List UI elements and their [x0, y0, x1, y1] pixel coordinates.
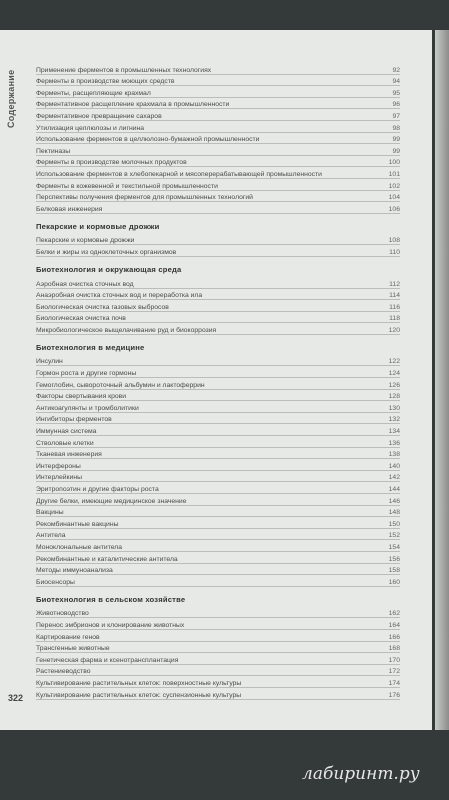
toc-entry	[36, 540, 400, 552]
toc-entry	[36, 312, 400, 324]
entry-page: 99	[392, 147, 400, 155]
page-number: 322	[8, 693, 24, 703]
entry-title: Анаэробная очистка сточных вод и переработка ила	[36, 292, 203, 300]
entry-title: Инсулин	[36, 358, 63, 366]
toc-entry	[36, 323, 400, 335]
toc-entry	[36, 653, 400, 665]
entry-page: 128	[388, 393, 400, 401]
toc-entry	[36, 482, 400, 494]
entry-title: Использование ферментов в целлюлозно-бумажной промышленности	[36, 136, 260, 144]
section-title: Пекарские и кормовые дрожжи	[36, 221, 160, 231]
entry-title: Ферменты в производстве молочных продуктов	[36, 159, 187, 167]
entry-title: Перспективы получения ферментов для промышленных технологий	[36, 194, 253, 202]
toc-entry	[36, 448, 400, 460]
entry-title: Моноклональные антитела	[36, 543, 123, 551]
entry-title: Трансгенные животные	[36, 645, 110, 653]
entry-title: Интерфероны	[36, 462, 81, 470]
section-title: Биотехнология в медицине	[36, 342, 145, 352]
entry-page: 160	[388, 578, 400, 586]
entry-page: 176	[388, 691, 400, 699]
toc-entry	[36, 517, 400, 529]
entry-page: 118	[389, 315, 400, 323]
entry-title: Интерлейкины	[36, 474, 82, 482]
entry-page: 101	[388, 170, 400, 178]
entry-title: Антитела	[36, 532, 66, 540]
book-page	[0, 30, 432, 730]
entry-page: 116	[389, 303, 400, 311]
entry-page: 144	[388, 486, 400, 493]
entry-title: Гормон роста и другие гормоны	[36, 370, 137, 378]
entry-title: Другие белки, имеющие медицинское значение	[36, 497, 187, 505]
section-title: Биотехнология и окружающая среда	[36, 264, 182, 274]
entry-page: 132	[388, 416, 400, 424]
entry-page: 172	[388, 668, 400, 676]
entry-title: Культивирование растительных клеток: суспензионные культуры	[36, 691, 242, 699]
entry-title: Биологическая очистка почв	[36, 315, 126, 323]
entry-title: Ферменты в производстве моющих средств	[36, 78, 175, 86]
entry-title: Пектиназы	[36, 147, 71, 155]
entry-page: 166	[388, 633, 400, 641]
entry-title: Животноводство	[36, 610, 89, 618]
toc-entry	[36, 552, 400, 564]
toc-entry	[36, 366, 400, 378]
entry-page: 164	[388, 621, 400, 629]
watermark-text: лабиринт.ру	[302, 764, 420, 784]
toc-entry	[36, 86, 400, 98]
entry-page: 170	[388, 656, 400, 664]
entry-page: 156	[388, 555, 400, 563]
entry-title: Факторы свертывания крови	[36, 393, 127, 401]
toc-entry	[36, 234, 400, 246]
entry-title: Рекомбинантные и каталитические антитела	[36, 555, 178, 563]
toc-section	[36, 343, 400, 587]
toc-entry	[36, 355, 400, 367]
running-header: Содержание	[6, 70, 16, 129]
toc-entry	[36, 618, 400, 630]
toc-entry	[36, 390, 400, 402]
toc-entry	[36, 471, 400, 483]
entry-title: Биосенсоры	[36, 578, 75, 586]
toc-section	[36, 595, 400, 700]
entry-page: 100	[388, 159, 400, 167]
entry-page: 130	[388, 404, 400, 412]
entry-title: Пекарские и кормовые дрожжи	[36, 237, 135, 245]
toc-entry	[36, 179, 400, 191]
entry-page: 168	[388, 645, 400, 653]
entry-page: 94	[392, 78, 400, 86]
entry-page: 126	[388, 381, 400, 389]
entry-page: 146	[388, 497, 400, 505]
toc-entry	[36, 300, 400, 312]
entry-title: Методы иммуноанализа	[36, 567, 113, 575]
toc-section	[36, 63, 400, 214]
toc-entry	[36, 424, 400, 436]
toc-entry	[36, 121, 400, 133]
toc-entry	[36, 564, 400, 576]
entry-page: 104	[388, 194, 400, 202]
entry-page: 152	[388, 532, 400, 540]
entry-page: 140	[388, 462, 400, 470]
toc-entry	[36, 401, 400, 413]
entry-page: 158	[388, 567, 400, 575]
entry-title: Аэробная очистка сточных вод	[36, 280, 134, 288]
entry-page: 150	[388, 520, 400, 528]
toc-entry	[36, 191, 400, 203]
toc-entry	[36, 665, 400, 677]
entry-title: Вакцины	[36, 509, 64, 517]
entry-title: Тканевая инженерия	[36, 451, 102, 459]
entry-title: Белковая инженерия	[36, 205, 103, 213]
entry-title: Рекомбинантные вакцины	[36, 520, 119, 528]
entry-title: Ферментативное расщепление крахмала в промышленности	[36, 101, 230, 109]
entry-page: 112	[389, 280, 400, 288]
entry-page: 98	[392, 124, 400, 132]
toc-entry	[36, 607, 400, 619]
toc-entry	[36, 642, 400, 654]
entry-page: 162	[388, 610, 400, 618]
entry-page: 174	[388, 679, 400, 687]
toc-section	[36, 265, 400, 335]
entry-title: Применение ферментов в промышленных технологиях	[36, 66, 212, 74]
toc-entry	[36, 133, 400, 145]
entry-title: Ферменты, расщепляющие крахмал	[36, 89, 151, 97]
toc-entry	[36, 75, 400, 87]
entry-page: 154	[388, 543, 400, 551]
entry-title: Утилизация целлюлозы и лигнина	[36, 124, 145, 132]
entry-page: 106	[388, 205, 400, 213]
entry-page: 97	[392, 112, 400, 120]
entry-page: 136	[388, 439, 400, 447]
toc-entry	[36, 494, 400, 506]
entry-title: Растениеводство	[36, 668, 91, 676]
entry-title: Иммунная система	[36, 428, 97, 436]
toc-entry	[36, 156, 400, 168]
entry-title: Ингибиторы ферментов	[36, 416, 112, 424]
entry-title: Биологическая очистка газовых выбросов	[36, 303, 169, 311]
entry-title: Микробиологическое выщелачивание руд и биокоррозия	[36, 326, 217, 334]
toc-entry	[36, 413, 400, 425]
entry-page: 122	[388, 358, 400, 366]
entry-page: 108	[388, 237, 400, 245]
toc-section	[36, 222, 400, 257]
entry-page: 148	[388, 509, 400, 517]
entry-title: Белки и жиры из одноклеточных организмов	[36, 248, 177, 256]
entry-title: Ферменты в кожевенной и текстильной промышленности	[36, 182, 218, 190]
toc-entry	[36, 202, 400, 214]
entry-title: Антикоагулянты и тромболитики	[36, 404, 139, 412]
entry-page: 95	[392, 89, 400, 97]
toc-entry	[36, 63, 400, 75]
toc-entry	[36, 98, 400, 110]
entry-page: 110	[389, 248, 400, 256]
toc-entry	[36, 506, 400, 518]
toc-entry	[36, 459, 400, 471]
entry-page: 96	[392, 101, 400, 109]
toc-entry	[36, 245, 400, 257]
entry-page: 124	[388, 370, 400, 378]
toc-entry	[36, 688, 400, 700]
toc-entry	[36, 144, 400, 156]
entry-page: 120	[388, 326, 400, 334]
toc-entry	[36, 676, 400, 688]
toc-entry	[36, 109, 400, 121]
entry-page: 138	[388, 451, 400, 459]
toc-entry	[36, 378, 400, 390]
entry-page: 134	[388, 428, 400, 436]
entry-page: 102	[388, 182, 400, 190]
toc-entry	[36, 630, 400, 642]
toc-entry	[36, 289, 400, 301]
entry-title: Генетическая фарма и ксенотрансплантация	[36, 656, 179, 664]
toc-entry	[36, 436, 400, 448]
toc-entry	[36, 529, 400, 541]
entry-title: Эритропоэтин и другие факторы роста	[36, 486, 159, 493]
entry-title: Ферментативное превращение сахаров	[36, 112, 162, 120]
entry-title: Перенос эмбрионов и клонирование животных	[36, 621, 185, 629]
table-of-contents	[36, 63, 400, 700]
entry-page: 142	[388, 474, 400, 482]
toc-entry	[36, 277, 400, 289]
toc-entry	[36, 575, 400, 587]
entry-page: 92	[392, 66, 400, 74]
entry-page: 99	[392, 136, 400, 144]
page-edge	[435, 30, 449, 730]
entry-title: Гемоглобин, сывороточный альбумин и лактоферрин	[36, 381, 205, 389]
toc-entry	[36, 167, 400, 179]
entry-page: 114	[389, 292, 400, 300]
entry-title: Стволовые клетки	[36, 439, 94, 447]
entry-title: Картирование генов	[36, 633, 100, 641]
entry-title: Использование ферментов в хлебопекарной и мясоперерабатывающей промышленности	[36, 170, 322, 178]
section-title: Биотехнология в сельском хозяйстве	[36, 594, 186, 604]
entry-title: Культивирование растительных клеток: поверхностные культуры	[36, 679, 242, 687]
